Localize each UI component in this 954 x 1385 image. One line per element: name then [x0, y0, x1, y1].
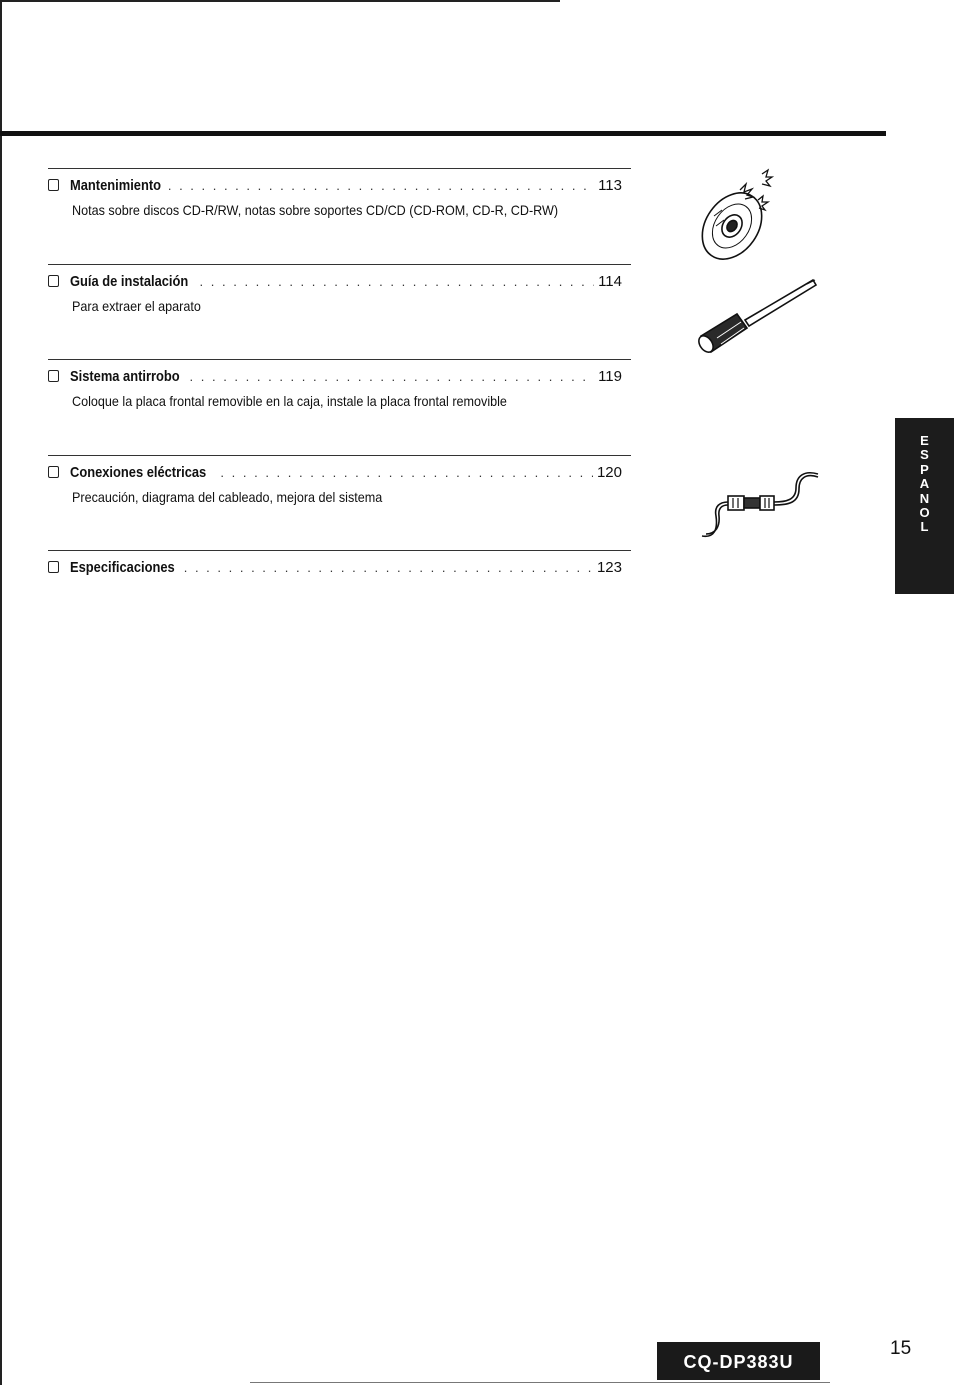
leader-dots — [184, 560, 593, 575]
toc-entry-conexiones-electricas[interactable] — [48, 455, 631, 551]
leader-dots — [200, 274, 595, 289]
toc-entry-title: Especificaciones — [70, 559, 175, 576]
toc-entry-page: 123 — [596, 559, 622, 576]
side-tab-letter: O — [919, 505, 930, 521]
page-top-border — [0, 0, 560, 2]
footer-rule — [250, 1382, 830, 1383]
language-side-tab — [895, 418, 954, 594]
checkbox-icon — [48, 561, 59, 573]
toc-entry-page: 119 — [598, 368, 622, 385]
cable-connector-icon — [700, 466, 820, 541]
toc-entry-page: 120 — [596, 463, 622, 481]
cd-disc-icon — [688, 168, 788, 268]
header-rule — [0, 131, 886, 136]
toc-entry-description: Para extraer el aparato — [72, 297, 201, 314]
page-number: 15 — [890, 1338, 912, 1359]
toc-entry-title: Sistema antirrobo — [70, 368, 180, 385]
toc-entry-title: Guía de instalación — [70, 272, 189, 290]
page-left-border — [0, 0, 2, 1385]
toc-entry-page: 113 — [598, 177, 622, 194]
checkbox-icon — [48, 275, 59, 287]
checkbox-icon — [48, 179, 59, 191]
checkbox-icon — [48, 466, 59, 478]
side-tab-letter: A — [919, 476, 930, 492]
toc-entry-description: Coloque la placa frontal removible en la caja, instale la placa frontal removible — [72, 393, 507, 409]
toc-entry-description: Notas sobre discos CD-R/RW, notas sobre soportes CD/CD (CD-ROM, CD-R, CD-RW) — [72, 202, 559, 218]
leader-dots — [220, 465, 593, 480]
side-tab-letter: L — [920, 519, 929, 535]
toc-entry-mantenimiento[interactable] — [48, 168, 631, 264]
table-of-contents — [48, 168, 631, 646]
toc-entry-title: Conexiones eléctricas — [70, 463, 207, 481]
side-tab-letter: S — [920, 447, 929, 463]
side-tab-letter: P — [920, 461, 929, 477]
leader-dots — [190, 369, 595, 384]
toc-entry-title: Mantenimiento — [70, 177, 162, 194]
screwdriver-icon — [695, 276, 820, 361]
toc-entry-especificaciones[interactable] — [48, 550, 631, 646]
toc-entry-guia-instalacion[interactable] — [48, 264, 631, 360]
side-tab-letter: N — [919, 490, 930, 506]
toc-entry-sistema-antirrobo[interactable] — [48, 359, 631, 455]
toc-entry-page: 114 — [598, 272, 622, 290]
leader-dots — [168, 178, 594, 193]
model-label: CQ-DP383U — [657, 1342, 820, 1380]
side-tab-letter: E — [920, 433, 929, 448]
checkbox-icon — [48, 370, 59, 382]
toc-entry-description: Precaución, diagrama del cableado, mejora del sistema — [72, 488, 383, 505]
